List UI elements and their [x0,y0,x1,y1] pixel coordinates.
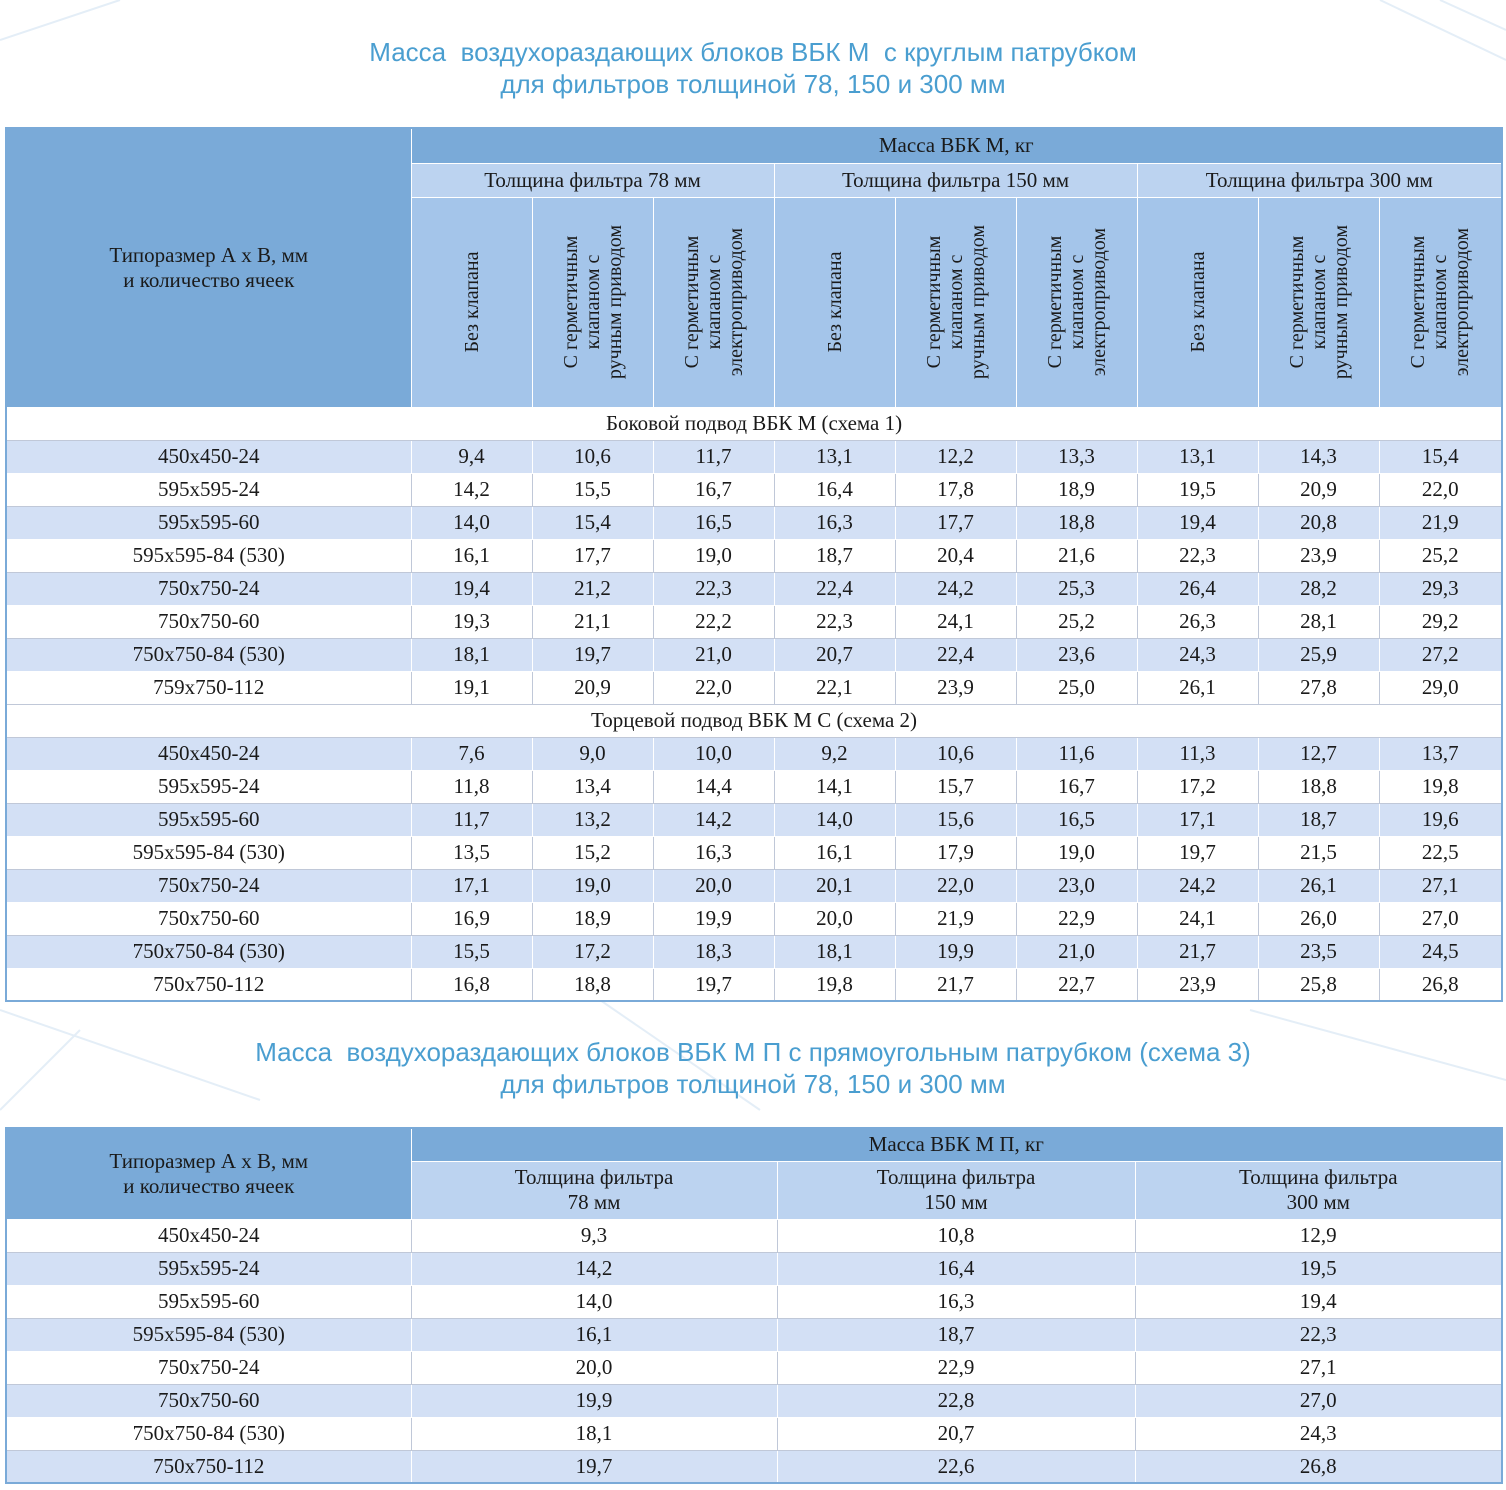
mass-cell: 16,3 [777,1285,1135,1318]
table1-title [0,36,1506,100]
mass-cell: 19,5 [1137,473,1258,506]
size-cell: 595х595-84 (530) [6,539,411,572]
section-label: Боковой подвод ВБК М (схема 1) [6,407,1502,440]
mass-cell: 24,3 [1135,1417,1502,1450]
mass-cell: 17,1 [411,869,532,902]
table-row [6,1318,1502,1351]
col-electric-valve-header [653,197,774,407]
header-line: С герметичным [922,235,945,369]
mass-cell: 27,0 [1135,1384,1502,1417]
col-no-valve-label [461,202,483,402]
mass-cell: 22,9 [1016,902,1137,935]
mass-cell: 20,8 [1258,506,1379,539]
thickness-300-header [1135,1161,1502,1219]
mass-cell: 24,5 [1379,935,1502,968]
thickness-value: 78 мм [567,1190,621,1214]
table-row [6,506,1502,539]
col-no-valve-header [411,197,532,407]
thickness-value: 150 мм [924,1190,988,1214]
size-cell: 750х750-60 [6,1384,411,1417]
mass-cell: 29,3 [1379,572,1502,605]
mass-cell: 14,1 [774,770,895,803]
mass-cell: 22,7 [1016,968,1137,1001]
mass-cell: 19,5 [1135,1252,1502,1285]
mass-cell: 16,9 [411,902,532,935]
mass-cell: 20,9 [1258,473,1379,506]
section-label: Торцевой подвод ВБК М С (схема 2) [6,704,1502,737]
size-cell: 595х595-84 (530) [6,1318,411,1351]
thickness-label: Толщина фильтра [514,1165,674,1189]
size-header-line2: и количество ячеек [123,267,295,292]
header-line: электроприводом [1451,227,1474,377]
size-cell: 759х750-112 [6,671,411,704]
mass-cell: 13,1 [774,440,895,473]
mass-cell: 25,2 [1379,539,1502,572]
mass-cell: 14,2 [653,803,774,836]
mass-cell: 15,7 [895,770,1016,803]
mass-cell: 29,2 [1379,605,1502,638]
mass-cell: 19,3 [411,605,532,638]
mass-cell: 13,7 [1379,737,1502,770]
mass-cell: 19,4 [1137,506,1258,539]
mass-cell: 16,1 [774,836,895,869]
table-row [6,572,1502,605]
table-row [6,869,1502,902]
size-cell: 450х450-24 [6,737,411,770]
size-cell: 595х595-60 [6,803,411,836]
mass-cell: 9,2 [774,737,895,770]
mass-cell: 19,6 [1379,803,1502,836]
header-line: клапаном с [1307,254,1330,350]
mass-cell: 19,9 [895,935,1016,968]
size-cell: 750х750-24 [6,572,411,605]
thickness-label: Толщина фильтра [876,1165,1036,1189]
size-cell: 595х595-24 [6,770,411,803]
mass-cell: 21,7 [1137,935,1258,968]
mass-cell: 22,3 [653,572,774,605]
mass-cell: 20,1 [774,869,895,902]
mass-cell: 21,2 [532,572,653,605]
mass-cell: 26,8 [1135,1450,1502,1483]
header-line: клапаном с [702,254,725,350]
mass-table-rect [5,1127,1503,1484]
size-cell: 595х595-24 [6,1252,411,1285]
mass-cell: 14,2 [411,1252,777,1285]
mass-cell: 15,4 [1379,440,1502,473]
header-line: ручным приводом [1329,224,1352,380]
mass-cell: 12,7 [1258,737,1379,770]
mass-cell: 13,3 [1016,440,1137,473]
header-line: электроприводом [1087,227,1110,377]
mass-cell: 27,0 [1379,902,1502,935]
mass-cell: 15,2 [532,836,653,869]
size-cell: 750х750-24 [6,1351,411,1384]
size-cell: 450х450-24 [6,1219,411,1252]
mass-header: Масса ВБК М, кг [411,128,1502,163]
header-line: Без клапана [1186,251,1209,353]
size-cell: 450х450-24 [6,440,411,473]
table2-title-line1: Масса воздухораздающих блоков ВБК М П с прямоугольным патрубком (схема 3) [255,1037,1251,1067]
mass-cell: 13,2 [532,803,653,836]
mass-cell: 10,8 [777,1219,1135,1252]
mass-cell: 23,9 [895,671,1016,704]
mass-cell: 16,4 [777,1252,1135,1285]
table-row [6,1252,1502,1285]
col-no-valve-header [1137,197,1258,407]
mass-cell: 16,1 [411,539,532,572]
mass-header: Масса ВБК М П, кг [411,1128,1502,1161]
size-cell: 750х750-84 (530) [6,1417,411,1450]
mass-cell: 15,5 [411,935,532,968]
mass-cell: 16,5 [653,506,774,539]
mass-cell: 28,1 [1258,605,1379,638]
mass-cell: 20,0 [411,1351,777,1384]
mass-cell: 11,7 [411,803,532,836]
mass-cell: 22,3 [1135,1318,1502,1351]
thickness-150-header [777,1161,1135,1219]
mass-cell: 19,0 [532,869,653,902]
table-row [6,803,1502,836]
mass-cell: 15,4 [532,506,653,539]
header-line: Без клапана [823,251,846,353]
size-cell: 595х595-84 (530) [6,836,411,869]
mass-cell: 20,0 [774,902,895,935]
size-header-line1: Типоразмер А х В, мм [109,1148,309,1173]
header-line: С герметичным [559,235,582,369]
mass-cell: 22,3 [1137,539,1258,572]
mass-cell: 24,1 [895,605,1016,638]
mass-cell: 20,0 [653,869,774,902]
table-row [6,1450,1502,1483]
mass-cell: 18,7 [1258,803,1379,836]
header-line: клапаном с [1429,254,1452,350]
table-row [6,1417,1502,1450]
mass-cell: 21,6 [1016,539,1137,572]
table-row [6,539,1502,572]
mass-cell: 23,5 [1258,935,1379,968]
header-line: С герметичным [1407,235,1430,369]
header-line: С герметичным [680,235,703,369]
mass-cell: 17,7 [895,506,1016,539]
mass-cell: 22,3 [774,605,895,638]
mass-cell: 19,9 [411,1384,777,1417]
table-row [6,1384,1502,1417]
mass-cell: 16,4 [774,473,895,506]
mass-cell: 21,9 [1379,506,1502,539]
mass-cell: 25,3 [1016,572,1137,605]
mass-cell: 23,0 [1016,869,1137,902]
table-row [6,1285,1502,1318]
mass-cell: 14,0 [411,506,532,539]
thickness-300-header: Толщина фильтра 300 мм [1137,163,1502,197]
mass-cell: 17,2 [532,935,653,968]
table1-title-line1: Масса воздухораздающих блоков ВБК М с круглым патрубком [369,37,1137,67]
table-row [6,671,1502,704]
mass-cell: 16,8 [411,968,532,1001]
header-line: С герметичным [1285,235,1308,369]
mass-cell: 24,3 [1137,638,1258,671]
table2-title [0,1036,1506,1100]
section-end-supply [6,704,1502,737]
size-header-line1: Типоразмер А х В, мм [109,242,309,267]
table-row [6,638,1502,671]
mass-cell: 18,7 [777,1318,1135,1351]
header-line: ручным приводом [603,224,626,380]
table-row [6,968,1502,1001]
mass-cell: 16,7 [1016,770,1137,803]
col-electric-valve-header [1016,197,1137,407]
header-line: клапаном с [581,254,604,350]
col-manual-valve-label [560,202,626,402]
header-line: С герметичным [1043,235,1066,369]
mass-cell: 17,9 [895,836,1016,869]
mass-cell: 12,2 [895,440,1016,473]
mass-cell: 20,7 [774,638,895,671]
size-cell: 595х595-60 [6,1285,411,1318]
mass-cell: 18,1 [774,935,895,968]
mass-cell: 14,3 [1258,440,1379,473]
mass-cell: 13,5 [411,836,532,869]
mass-cell: 13,1 [1137,440,1258,473]
size-cell: 750х750-112 [6,968,411,1001]
mass-cell: 18,8 [1016,506,1137,539]
mass-cell: 19,8 [774,968,895,1001]
size-cell: 750х750-24 [6,869,411,902]
mass-cell: 10,6 [895,737,1016,770]
mass-cell: 18,9 [532,902,653,935]
mass-cell: 19,8 [1379,770,1502,803]
mass-cell: 10,6 [532,440,653,473]
mass-cell: 26,8 [1379,968,1502,1001]
size-cell: 595х595-24 [6,473,411,506]
mass-cell: 14,2 [411,473,532,506]
header-line: ручным приводом [966,224,989,380]
mass-cell: 17,8 [895,473,1016,506]
mass-cell: 17,7 [532,539,653,572]
mass-cell: 18,7 [774,539,895,572]
mass-cell: 22,0 [653,671,774,704]
mass-cell: 11,7 [653,440,774,473]
mass-cell: 27,8 [1258,671,1379,704]
col-manual-valve-header [532,197,653,407]
mass-cell: 22,2 [653,605,774,638]
mass-cell: 24,2 [1137,869,1258,902]
mass-cell: 22,4 [895,638,1016,671]
mass-cell: 26,0 [1258,902,1379,935]
mass-cell: 19,7 [1137,836,1258,869]
mass-cell: 18,1 [411,638,532,671]
header-line: электроприводом [724,227,747,377]
mass-cell: 13,4 [532,770,653,803]
mass-cell: 26,1 [1258,869,1379,902]
mass-cell: 19,9 [653,902,774,935]
table-row [6,935,1502,968]
mass-cell: 9,0 [532,737,653,770]
mass-cell: 21,0 [653,638,774,671]
col-electric-valve-header [1379,197,1502,407]
mass-cell: 27,2 [1379,638,1502,671]
table-row [6,836,1502,869]
col-electric-valve-label [1407,202,1473,402]
header-line: клапаном с [1065,254,1088,350]
mass-cell: 29,0 [1379,671,1502,704]
table-row [6,1351,1502,1384]
mass-cell: 15,5 [532,473,653,506]
mass-cell: 19,0 [1016,836,1137,869]
mass-cell: 24,2 [895,572,1016,605]
table-row [6,902,1502,935]
mass-cell: 15,6 [895,803,1016,836]
thickness-label: Толщина фильтра [1239,1165,1398,1189]
mass-cell: 14,4 [653,770,774,803]
mass-cell: 23,9 [1258,539,1379,572]
mass-cell: 25,0 [1016,671,1137,704]
mass-cell: 20,9 [532,671,653,704]
size-cell: 750х750-60 [6,605,411,638]
section-side-supply [6,407,1502,440]
table-row [6,770,1502,803]
size-cell: 750х750-60 [6,902,411,935]
mass-cell: 26,3 [1137,605,1258,638]
thickness-value: 300 мм [1286,1190,1350,1214]
mass-cell: 16,3 [653,836,774,869]
mass-cell: 22,9 [777,1351,1135,1384]
mass-cell: 26,4 [1137,572,1258,605]
mass-cell: 22,4 [774,572,895,605]
mass-cell: 19,4 [411,572,532,605]
col-no-valve-label [1187,202,1209,402]
mass-cell: 21,1 [532,605,653,638]
mass-cell: 17,1 [1137,803,1258,836]
mass-cell: 16,5 [1016,803,1137,836]
mass-cell: 14,0 [774,803,895,836]
header-line: клапаном с [944,254,967,350]
mass-cell: 11,3 [1137,737,1258,770]
mass-cell: 16,1 [411,1318,777,1351]
table-row [6,440,1502,473]
col-manual-valve-label [1286,202,1352,402]
col-manual-valve-header [895,197,1016,407]
mass-cell: 22,6 [777,1450,1135,1483]
mass-cell: 14,0 [411,1285,777,1318]
size-header-line2: и количество ячеек [123,1173,295,1198]
size-cell: 750х750-84 (530) [6,935,411,968]
col-manual-valve-header [1258,197,1379,407]
mass-cell: 18,3 [653,935,774,968]
size-cell: 750х750-112 [6,1450,411,1483]
mass-cell: 16,3 [774,506,895,539]
mass-cell: 26,1 [1137,671,1258,704]
col-electric-valve-label [681,202,747,402]
mass-cell: 18,8 [532,968,653,1001]
table-row [6,473,1502,506]
mass-cell: 19,1 [411,671,532,704]
mass-cell: 19,4 [1135,1285,1502,1318]
col-no-valve-header [774,197,895,407]
mass-cell: 19,0 [653,539,774,572]
thickness-78-header: Толщина фильтра 78 мм [411,163,774,197]
mass-cell: 21,7 [895,968,1016,1001]
mass-cell: 25,9 [1258,638,1379,671]
mass-cell: 25,8 [1258,968,1379,1001]
size-cell: 595х595-60 [6,506,411,539]
mass-cell: 19,7 [653,968,774,1001]
mass-cell: 20,4 [895,539,1016,572]
mass-cell: 23,6 [1016,638,1137,671]
mass-cell: 21,0 [1016,935,1137,968]
header-line: Без клапана [460,251,483,353]
col-no-valve-label [824,202,846,402]
mass-cell: 22,5 [1379,836,1502,869]
thickness-150-header: Толщина фильтра 150 мм [774,163,1137,197]
size-header [6,1128,411,1219]
mass-cell: 9,3 [411,1219,777,1252]
table-row [6,1219,1502,1252]
mass-cell: 22,0 [1379,473,1502,506]
mass-cell: 19,7 [532,638,653,671]
table-row [6,605,1502,638]
mass-cell: 22,1 [774,671,895,704]
mass-cell: 17,2 [1137,770,1258,803]
mass-cell: 18,8 [1258,770,1379,803]
mass-cell: 11,6 [1016,737,1137,770]
mass-cell: 27,1 [1135,1351,1502,1384]
mass-cell: 28,2 [1258,572,1379,605]
table2-title-line2: для фильтров толщиной 78, 150 и 300 мм [500,1069,1006,1099]
mass-table-round [5,127,1503,1002]
mass-cell: 24,1 [1137,902,1258,935]
mass-cell: 7,6 [411,737,532,770]
col-electric-valve-label [1044,202,1110,402]
mass-cell: 23,9 [1137,968,1258,1001]
mass-cell: 12,9 [1135,1219,1502,1252]
mass-cell: 25,2 [1016,605,1137,638]
mass-cell: 11,8 [411,770,532,803]
mass-cell: 19,7 [411,1450,777,1483]
mass-cell: 21,5 [1258,836,1379,869]
thickness-78-header [411,1161,777,1219]
mass-cell: 22,8 [777,1384,1135,1417]
mass-cell: 27,1 [1379,869,1502,902]
size-header [6,128,411,407]
mass-cell: 10,0 [653,737,774,770]
size-cell: 750х750-84 (530) [6,638,411,671]
mass-cell: 21,9 [895,902,1016,935]
mass-cell: 18,9 [1016,473,1137,506]
mass-cell: 9,4 [411,440,532,473]
table-row [6,737,1502,770]
mass-cell: 16,7 [653,473,774,506]
mass-cell: 22,0 [895,869,1016,902]
col-manual-valve-label [923,202,989,402]
table1-title-line2: для фильтров толщиной 78, 150 и 300 мм [500,69,1006,99]
mass-cell: 18,1 [411,1417,777,1450]
mass-cell: 20,7 [777,1417,1135,1450]
